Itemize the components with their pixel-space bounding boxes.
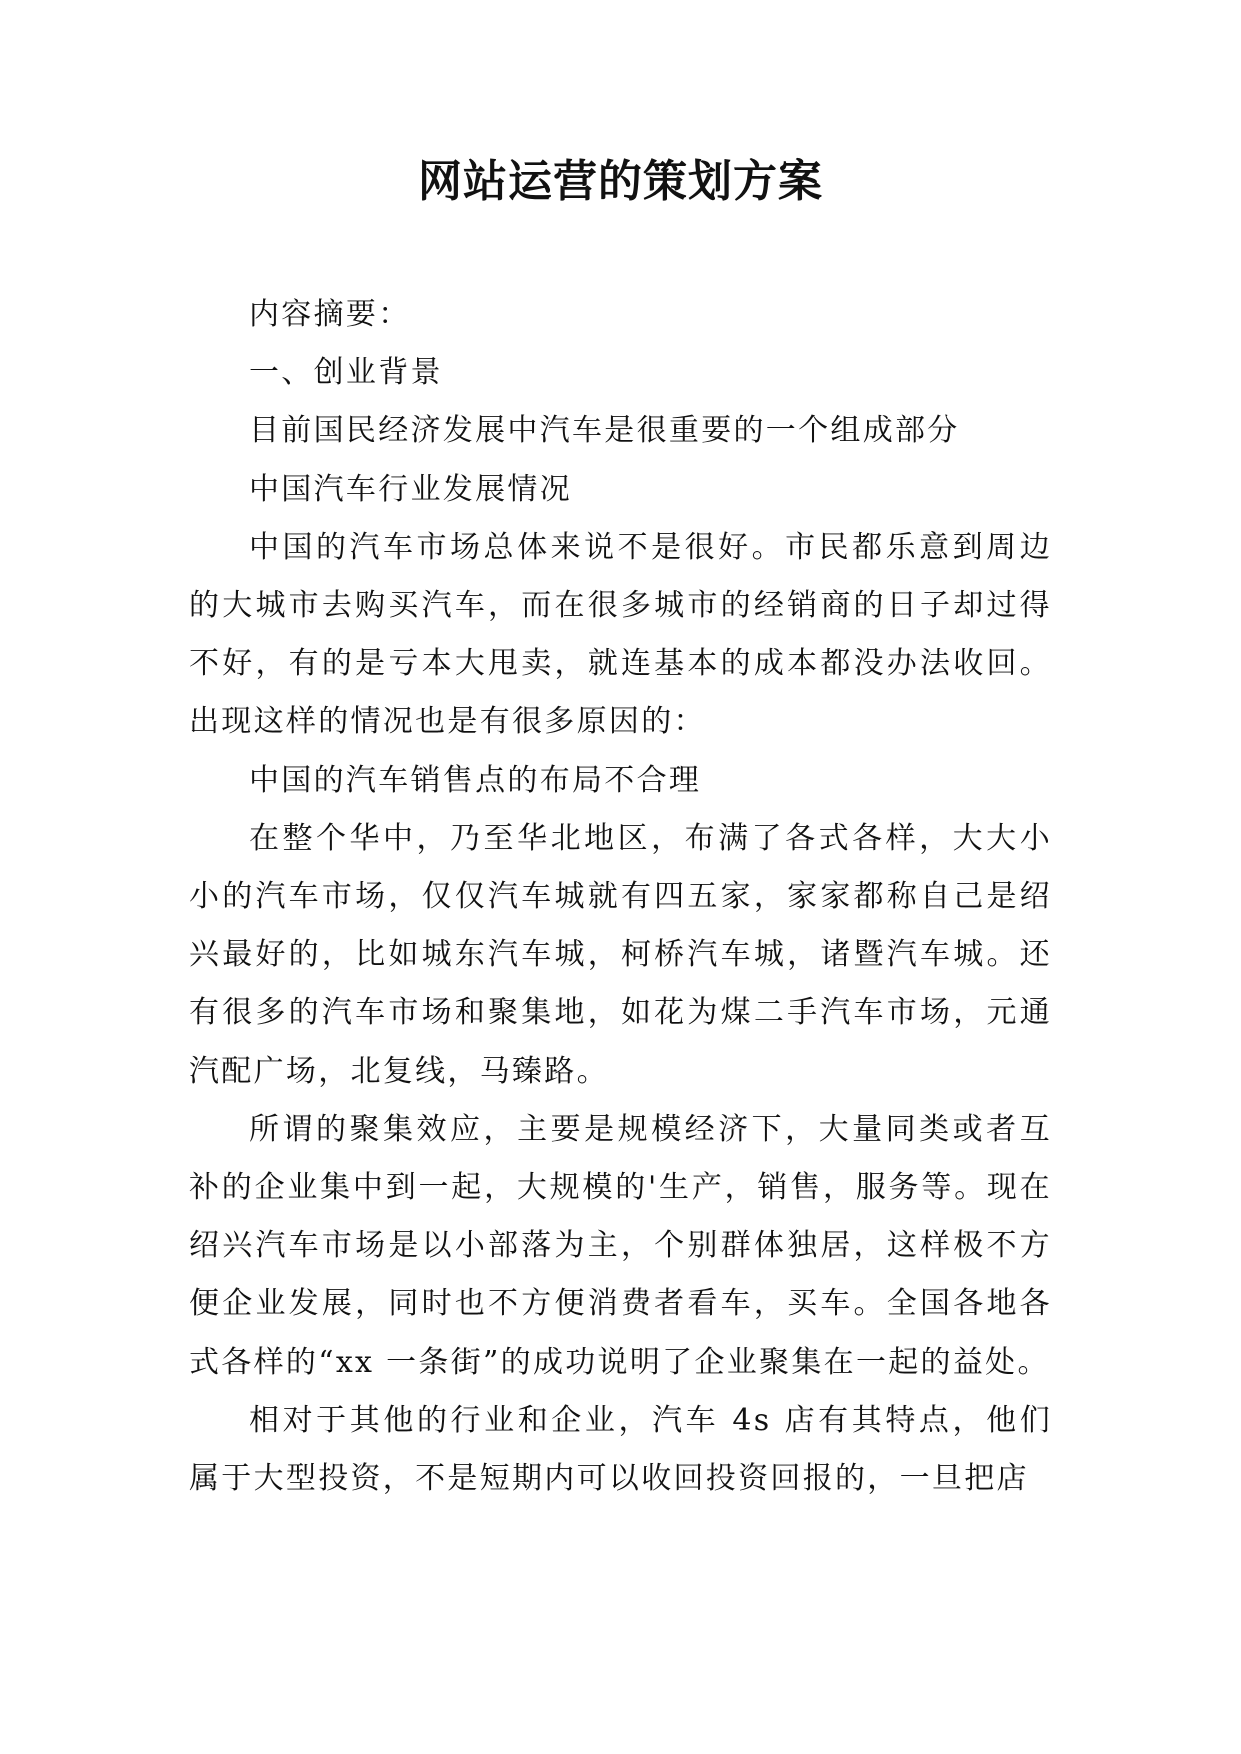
paragraph: 相对于其他的行业和企业，汽车 4s 店有其特点，他们属于大型投资，不是短期内可以收回投资回报的，一旦把店 — [189, 1402, 1052, 1497]
paragraph: 中国的汽车市场总体来说不是很好。市民都乐意到周边的大城市去购买汽车，而在很多城市的经销商的日子却过得不好，有的是亏本大甩卖，就连基本的成本都没办法收回。出现这样的情况也是有很多原因的： — [189, 529, 1052, 740]
paragraph: 在整个华中，乃至华北地区，布满了各式各样，大大小小的汽车市场，仅仅汽车城就有四五家，家家都称自己是绍兴最好的，比如城东汽车城，柯桥汽车城，诸暨汽车城。还有很多的汽车市场和聚集地，如花为煤二手汽车市场，元通汽配广场，北复线，马臻路。 — [189, 820, 1052, 1089]
paragraph: 所谓的聚集效应，主要是规模经济下，大量同类或者互补的企业集中到一起，大规模的'生产，销售，服务等。现在绍兴汽车市场是以小部落为主，个别群体独居，这样极不方便企业发展，同时也不方便消费者看车，买车。全国各地各式各样的“xx 一条街”的成功说明了企业聚集在一起的益处。 — [189, 1111, 1052, 1380]
paragraph: 中国的汽车销售点的布局不合理 — [249, 762, 702, 798]
paragraph: 目前国民经济发展中汽车是很重要的一个组成部分 — [249, 413, 960, 449]
paragraph-section-heading: 一、创业背景 — [249, 355, 443, 391]
document-body — [189, 286, 1052, 1508]
document-title: 网站运营的策划方案 — [418, 156, 823, 207]
paragraph-summary-label: 内容摘要： — [249, 297, 411, 332]
paragraph: 中国汽车行业发展情况 — [249, 471, 572, 507]
